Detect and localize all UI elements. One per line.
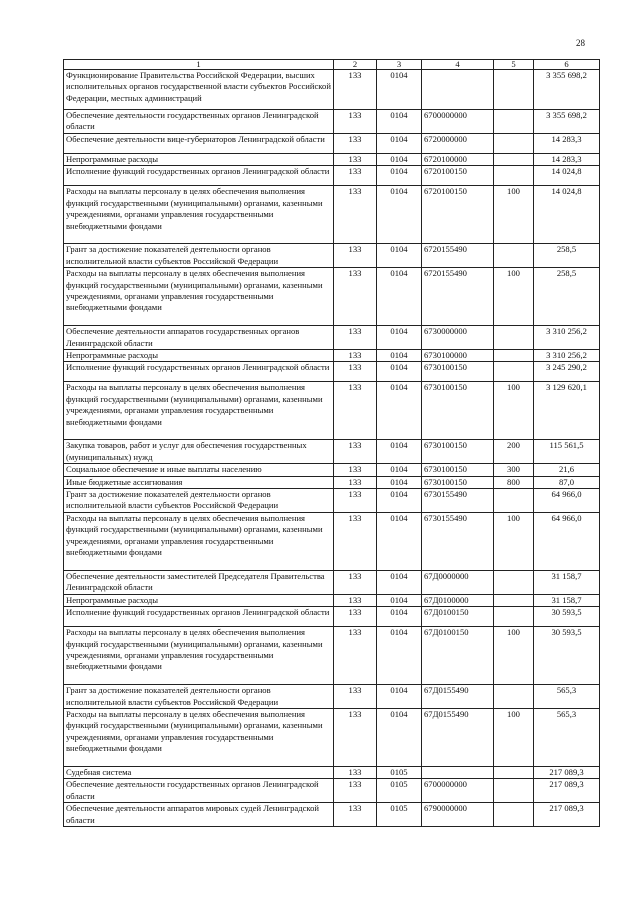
row-csr: 6790000000: [422, 803, 494, 827]
row-amount: 64 966,0: [534, 489, 600, 513]
row-amount: 3 310 256,2: [534, 349, 600, 361]
row-name: Расходы на выплаты персоналу в целях обеспечения выполнения функций государственными (муниципальными) органами, казенными учреждениями, органами управления государственными внебюджетными фондами: [64, 268, 334, 326]
row-csr: 6720155490: [422, 244, 494, 268]
table-row: [64, 779, 600, 803]
row-csr: 6730100000: [422, 349, 494, 361]
row-amount: 14 024,8: [534, 186, 600, 244]
row-section: 0104: [377, 349, 422, 361]
row-section: 0104: [377, 709, 422, 767]
row-csr: [422, 70, 494, 110]
row-amount: 64 966,0: [534, 512, 600, 570]
row-section: 0105: [377, 803, 422, 827]
table-row: [64, 476, 600, 488]
row-code: 133: [334, 133, 377, 153]
table-row: [64, 110, 600, 134]
column-header-amount: 6: [534, 60, 600, 70]
row-code: 133: [334, 349, 377, 361]
row-csr: 6720155490: [422, 268, 494, 326]
row-name: Исполнение функций государственных органов Ленинградской области: [64, 166, 334, 186]
row-code: 133: [334, 779, 377, 803]
row-name: Обеспечение деятельности вице-губернаторов Ленинградской области: [64, 133, 334, 153]
row-name: Обеспечение деятельности государственных органов Ленинградской области: [64, 110, 334, 134]
row-name: Непрограммные расходы: [64, 153, 334, 165]
table-row: [64, 153, 600, 165]
row-vr: [494, 133, 534, 153]
row-amount: 14 283,3: [534, 133, 600, 153]
row-section: 0104: [377, 512, 422, 570]
row-amount: 258,5: [534, 244, 600, 268]
table-row: [64, 685, 600, 709]
table-row: [64, 133, 600, 153]
column-header-section: 3: [377, 60, 422, 70]
row-code: 133: [334, 166, 377, 186]
table-row: [64, 326, 600, 350]
table-row: [64, 803, 600, 827]
column-header-vr: 5: [494, 60, 534, 70]
row-section: 0104: [377, 133, 422, 153]
row-name: Расходы на выплаты персоналу в целях обеспечения выполнения функций государственными (муниципальными) органами, казенными учреждениями, органами управления государственными внебюджетными фондами: [64, 382, 334, 440]
row-code: 133: [334, 512, 377, 570]
row-amount: 3 245 290,2: [534, 362, 600, 382]
table-row: [64, 607, 600, 627]
row-name: Расходы на выплаты персоналу в целях обеспечения выполнения функций государственными (муниципальными) органами, казенными учреждениями, органами управления государственными внебюджетными фондами: [64, 627, 334, 685]
row-section: 0104: [377, 70, 422, 110]
row-name: Обеспечение деятельности государственных органов Ленинградской области: [64, 779, 334, 803]
row-section: 0104: [377, 627, 422, 685]
table-row: [64, 440, 600, 464]
row-amount: 258,5: [534, 268, 600, 326]
row-name: Обеспечение деятельности аппаратов государственных органов Ленинградской области: [64, 326, 334, 350]
row-code: 133: [334, 476, 377, 488]
table-header-row: [64, 60, 600, 70]
row-csr: 67Д0155490: [422, 685, 494, 709]
row-name: Грант за достижение показателей деятельности органов исполнительной власти субъектов Российской Федерации: [64, 244, 334, 268]
row-csr: 6730100150: [422, 476, 494, 488]
row-section: 0104: [377, 362, 422, 382]
row-amount: 3 355 698,2: [534, 110, 600, 134]
row-code: 133: [334, 803, 377, 827]
row-code: 133: [334, 326, 377, 350]
row-code: 133: [334, 186, 377, 244]
row-name: Социальное обеспечение и иные выплаты населению: [64, 464, 334, 476]
row-csr: 6730100150: [422, 440, 494, 464]
row-vr: [494, 607, 534, 627]
row-amount: 3 355 698,2: [534, 70, 600, 110]
row-code: 133: [334, 153, 377, 165]
row-amount: 14 283,3: [534, 153, 600, 165]
row-code: 133: [334, 382, 377, 440]
row-amount: 565,3: [534, 685, 600, 709]
row-vr: [494, 349, 534, 361]
row-vr: [494, 166, 534, 186]
row-vr: [494, 803, 534, 827]
table-row: [64, 244, 600, 268]
row-section: 0105: [377, 779, 422, 803]
row-name: Расходы на выплаты персоналу в целях обеспечения выполнения функций государственными (муниципальными) органами, казенными учреждениями, органами управления государственными внебюджетными фондами: [64, 709, 334, 767]
row-section: 0104: [377, 570, 422, 594]
row-vr: 100: [494, 382, 534, 440]
row-csr: 67Д0000000: [422, 570, 494, 594]
row-amount: 21,6: [534, 464, 600, 476]
row-vr: [494, 362, 534, 382]
row-code: 133: [334, 244, 377, 268]
row-name: Непрограммные расходы: [64, 349, 334, 361]
row-code: 133: [334, 489, 377, 513]
row-amount: 217 089,3: [534, 803, 600, 827]
row-csr: 6730000000: [422, 326, 494, 350]
row-name: Исполнение функций государственных органов Ленинградской области: [64, 362, 334, 382]
row-vr: [494, 594, 534, 606]
row-code: 133: [334, 627, 377, 685]
row-code: 133: [334, 767, 377, 779]
row-amount: 115 561,5: [534, 440, 600, 464]
row-section: 0104: [377, 382, 422, 440]
table-row: [64, 349, 600, 361]
table-row: [64, 594, 600, 606]
row-amount: 565,3: [534, 709, 600, 767]
table-row: [64, 464, 600, 476]
table-row: [64, 166, 600, 186]
table-row: [64, 512, 600, 570]
row-vr: 100: [494, 512, 534, 570]
row-vr: 300: [494, 464, 534, 476]
row-section: 0104: [377, 186, 422, 244]
table-row: [64, 362, 600, 382]
row-name: Грант за достижение показателей деятельности органов исполнительной власти субъектов Российской Федерации: [64, 489, 334, 513]
row-name: Функционирование Правительства Российской Федерации, высших исполнительных органов государственной власти субъектов Российской Федерации, местных администраций: [64, 70, 334, 110]
row-vr: [494, 767, 534, 779]
row-csr: 6730155490: [422, 489, 494, 513]
row-csr: 6720100150: [422, 186, 494, 244]
row-csr: 6700000000: [422, 779, 494, 803]
row-vr: 100: [494, 627, 534, 685]
row-vr: 200: [494, 440, 534, 464]
row-vr: [494, 685, 534, 709]
row-section: 0104: [377, 440, 422, 464]
row-name: Обеспечение деятельности заместителей Председателя Правительства Ленинградской области: [64, 570, 334, 594]
row-amount: 3 310 256,2: [534, 326, 600, 350]
row-code: 133: [334, 464, 377, 476]
row-amount: 31 158,7: [534, 570, 600, 594]
row-amount: 31 158,7: [534, 594, 600, 606]
table-row: [64, 489, 600, 513]
table-row: [64, 382, 600, 440]
row-amount: 87,0: [534, 476, 600, 488]
row-code: 133: [334, 268, 377, 326]
row-csr: 6720000000: [422, 133, 494, 153]
row-code: 133: [334, 70, 377, 110]
row-name: Закупка товаров, работ и услуг для обеспечения государственных (муниципальных) нужд: [64, 440, 334, 464]
row-vr: [494, 326, 534, 350]
row-section: 0104: [377, 166, 422, 186]
row-csr: 6720100150: [422, 166, 494, 186]
page-number: 28: [576, 38, 585, 48]
row-name: Судебная система: [64, 767, 334, 779]
row-section: 0104: [377, 244, 422, 268]
row-code: 133: [334, 607, 377, 627]
row-vr: 100: [494, 709, 534, 767]
row-csr: 6730100150: [422, 464, 494, 476]
row-vr: [494, 489, 534, 513]
row-amount: 30 593,5: [534, 627, 600, 685]
column-header-csr: 4: [422, 60, 494, 70]
row-vr: [494, 110, 534, 134]
row-section: 0104: [377, 685, 422, 709]
row-vr: 100: [494, 186, 534, 244]
row-name: Исполнение функций государственных органов Ленинградской области: [64, 607, 334, 627]
row-name: Непрограммные расходы: [64, 594, 334, 606]
row-name: Грант за достижение показателей деятельности органов исполнительной власти субъектов Российской Федерации: [64, 685, 334, 709]
row-amount: 3 129 620,1: [534, 382, 600, 440]
row-amount: 217 089,3: [534, 779, 600, 803]
row-name: Обеспечение деятельности аппаратов мировых судей Ленинградской области: [64, 803, 334, 827]
row-section: 0104: [377, 476, 422, 488]
table-row: [64, 627, 600, 685]
row-vr: [494, 779, 534, 803]
row-csr: 67Д0100150: [422, 607, 494, 627]
table-row: [64, 268, 600, 326]
row-amount: 14 024,8: [534, 166, 600, 186]
table-row: [64, 767, 600, 779]
row-vr: 800: [494, 476, 534, 488]
row-section: 0105: [377, 767, 422, 779]
row-csr: 6700000000: [422, 110, 494, 134]
table-body: [64, 70, 600, 827]
row-csr: 6730100150: [422, 362, 494, 382]
row-section: 0104: [377, 268, 422, 326]
row-section: 0104: [377, 489, 422, 513]
row-csr: 6730100150: [422, 382, 494, 440]
row-section: 0104: [377, 153, 422, 165]
row-code: 133: [334, 685, 377, 709]
row-code: 133: [334, 570, 377, 594]
table-row: [64, 70, 600, 110]
row-section: 0104: [377, 594, 422, 606]
row-vr: [494, 70, 534, 110]
row-csr: 6730155490: [422, 512, 494, 570]
row-vr: [494, 570, 534, 594]
row-amount: 217 089,3: [534, 767, 600, 779]
row-code: 133: [334, 110, 377, 134]
column-header-code: 2: [334, 60, 377, 70]
row-section: 0104: [377, 464, 422, 476]
budget-table: [63, 59, 600, 827]
row-section: 0104: [377, 607, 422, 627]
row-vr: 100: [494, 268, 534, 326]
row-code: 133: [334, 594, 377, 606]
row-name: Расходы на выплаты персоналу в целях обеспечения выполнения функций государственными (муниципальными) органами, казенными учреждениями, органами управления государственными внебюджетными фондами: [64, 186, 334, 244]
row-csr: 67Д0100000: [422, 594, 494, 606]
row-code: 133: [334, 362, 377, 382]
row-code: 133: [334, 709, 377, 767]
row-amount: 30 593,5: [534, 607, 600, 627]
row-vr: [494, 153, 534, 165]
row-section: 0104: [377, 110, 422, 134]
row-vr: [494, 244, 534, 268]
row-code: 133: [334, 440, 377, 464]
column-header-name: 1: [64, 60, 334, 70]
row-name: Иные бюджетные ассигнования: [64, 476, 334, 488]
row-name: Расходы на выплаты персоналу в целях обеспечения выполнения функций государственными (муниципальными) органами, казенными учреждениями, органами управления государственными внебюджетными фондами: [64, 512, 334, 570]
row-csr: 67Д0155490: [422, 709, 494, 767]
table-row: [64, 570, 600, 594]
table-row: [64, 186, 600, 244]
row-csr: [422, 767, 494, 779]
table-row: [64, 709, 600, 767]
row-section: 0104: [377, 326, 422, 350]
row-csr: 67Д0100150: [422, 627, 494, 685]
row-csr: 6720100000: [422, 153, 494, 165]
